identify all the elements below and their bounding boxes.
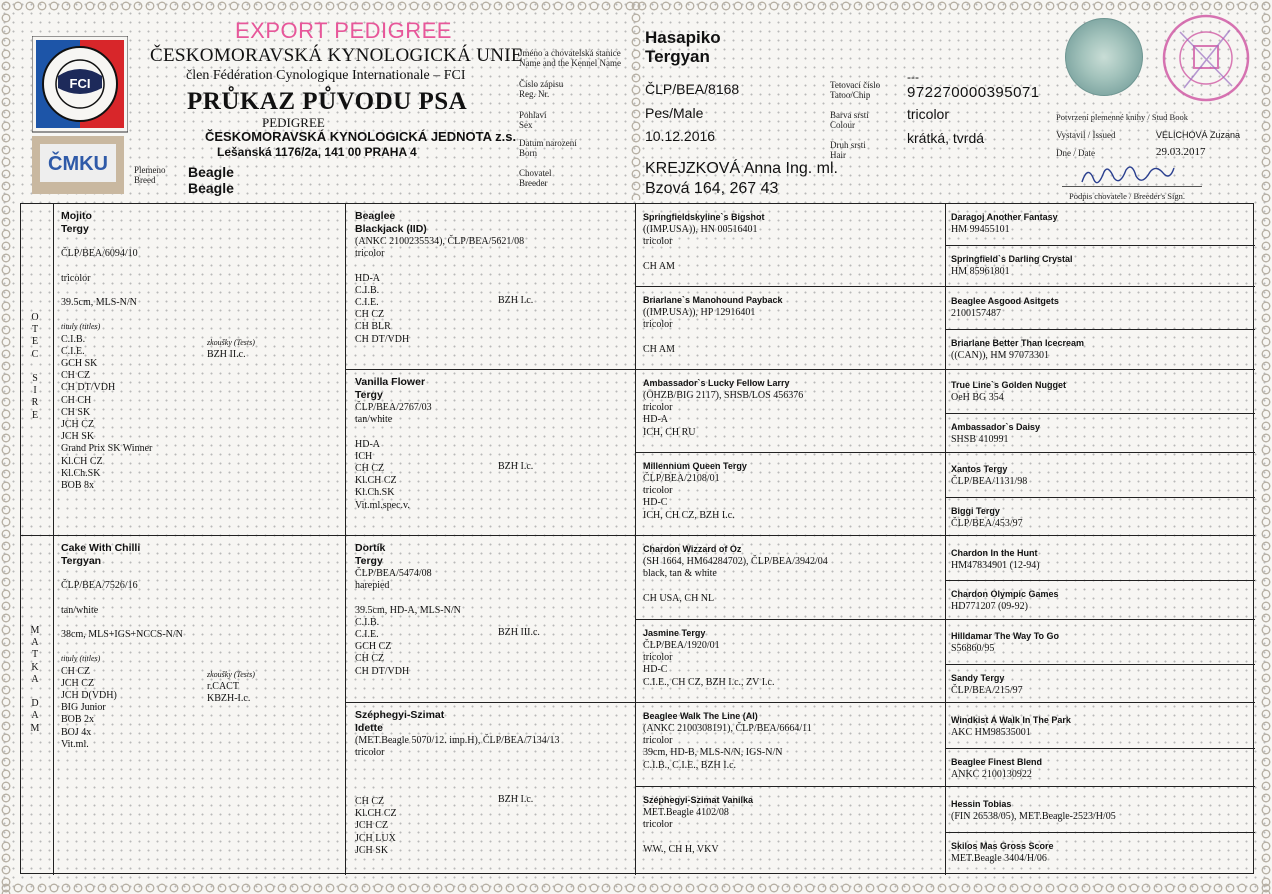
gggp-name: Springfield`s Darling Crystal (951, 253, 1073, 264)
great-grandparent-detail (643, 831, 941, 843)
side-letter: A (31, 710, 39, 722)
gggp-cell (951, 463, 1251, 488)
club-address: Lešanská 1176/2a, 141 00 PRAHA 4 (217, 145, 417, 159)
breeder-label: Chovatel Breeder (519, 168, 552, 188)
table-divider (945, 245, 1255, 246)
side-letter: M (30, 722, 40, 734)
gggp-name: Hilldamar The Way To Go (951, 631, 1060, 642)
grandparent-detail: CH CZ (355, 463, 385, 475)
great-grandparent-name: Beaglee Walk The Line (AI) (643, 711, 758, 721)
gggp-name: Briarlane Better Than Icecream (951, 337, 1085, 348)
hair-label: Druh srsti Hair (830, 140, 866, 160)
parent-detail: tan/white (61, 604, 99, 616)
grandparent-test: BZH I.c. (498, 295, 534, 306)
sire-tests (207, 337, 337, 361)
side-letter: M (30, 625, 40, 636)
great-grandparent-detail: MET.Beagle 4102/08 (643, 807, 729, 818)
colour-value: tricolor (907, 106, 950, 122)
great-grandparent-detail: ICH, CH RU (643, 426, 696, 438)
grandparent-detail: CH BLR (355, 321, 391, 333)
grandparent-test: BZH III.c. (498, 627, 540, 638)
parent-detail: CH SK (61, 406, 91, 418)
grandparent-detail: tan/white (355, 414, 393, 426)
great-grandparent-cell (643, 460, 941, 536)
parent-detail (61, 260, 341, 272)
great-grandparent-detail (643, 248, 941, 260)
parent-detail: CH DT/VDH (61, 382, 116, 394)
great-grandparent-detail: HD-C (643, 664, 668, 676)
great-grandparent-detail: tricolor (643, 652, 673, 664)
grandparent-detail: 39.5cm, HD-A, MLS-N/N (355, 604, 461, 616)
grandparent-detail (355, 426, 631, 438)
ornament-border-left (0, 0, 12, 894)
gggp-cell (951, 798, 1251, 823)
gggp-name: Chardon In the Hunt (951, 547, 1038, 558)
parent-detail (61, 285, 341, 297)
tests-label: zkoušky (Tests) (207, 670, 255, 679)
great-grandparent-detail: ((IMP.USA)), HP 12916401 (643, 307, 756, 318)
table-divider (53, 203, 54, 875)
gggp-name: Skilos Mas Gross Score (951, 841, 1054, 852)
export-pedigree-title: EXPORT PEDIGREE (235, 18, 452, 43)
gggp-cell (951, 295, 1251, 320)
gggp-cell (951, 253, 1251, 278)
tattoo-label: Tetovací číslo Tatoo/Chip (830, 80, 881, 100)
stamp-icon (1160, 12, 1252, 104)
gggp-cell (951, 672, 1251, 697)
parent-detail: CH CZ (61, 665, 91, 677)
great-grandparent-detail: ČLP/BEA/1920/01 (643, 640, 720, 651)
parent-name: Tergyan (61, 555, 102, 567)
sire-side-label (28, 312, 42, 422)
gggp-reg: HM 85961801 (951, 265, 1010, 277)
gggp-name: Daragoj Another Fantasy (951, 212, 1058, 222)
grandparent-cell (355, 709, 631, 867)
gggp-name: True Line`s Golden Nugget (951, 379, 1067, 390)
great-grandparent-detail: ICH, CH CZ, BZH I.c. (643, 509, 735, 521)
grandparent-detail: HD-A (355, 438, 380, 450)
great-grandparent-name: Millennium Queen Tergy (643, 461, 747, 471)
grandparent-cell (355, 210, 631, 368)
grandparent-test: BZH I.c. (498, 461, 534, 472)
side-letter: E (31, 409, 39, 421)
table-divider (945, 580, 1255, 581)
great-grandparent-cell (643, 294, 941, 370)
side-letter: R (31, 397, 39, 409)
parent-detail: CH CH (61, 394, 92, 406)
table-divider (945, 203, 946, 875)
gggp-reg: AKC HM98535001 (951, 727, 1031, 739)
grandparent-cell (355, 376, 631, 534)
gggp-name: Beaglee Asgood Asitgets (951, 295, 1059, 306)
grandparent-detail: CH CZ (355, 796, 385, 808)
dam-cell (61, 542, 341, 872)
gggp-reg: 2100157487 (951, 307, 1001, 319)
parent-detail: BOB 8x (61, 480, 95, 492)
table-divider (945, 832, 1255, 833)
great-grandparent-detail: CH AM (643, 260, 675, 272)
parent-detail: ČLP/BEA/6094/10 (61, 248, 138, 260)
gggp-reg: ČLP/BEA/1131/98 (951, 475, 1028, 487)
gggp-reg: ((CAN)), HM 97073301 (951, 349, 1050, 361)
parent-detail (61, 592, 341, 604)
great-grandparent-detail: (SH 1664, HM64284702), ČLP/BEA/3942/04 (643, 556, 828, 567)
parent-detail (61, 568, 341, 580)
grandparent-detail: C.I.B. (355, 284, 380, 296)
gggp-cell (951, 505, 1251, 530)
grandparent-detail: JCH SK (355, 844, 389, 856)
table-divider (20, 535, 1255, 536)
gggp-reg: S56860/95 (951, 643, 995, 655)
grandparent-detail: CH DT/VDH (355, 333, 410, 345)
grandparent-test: BZH I.c. (498, 794, 534, 805)
parent-detail (61, 309, 341, 321)
gggp-name: Windkist A Walk In The Park (951, 715, 1071, 726)
grandparent-name: Vanilla Flower (355, 376, 426, 388)
parent-detail: JCH D(VDH) (61, 690, 117, 702)
parent-detail (61, 617, 341, 629)
ornament-border-bottom (0, 882, 1272, 894)
great-grandparent-detail: WW., CH H, VKV (643, 843, 719, 855)
side-letter: T (31, 649, 39, 661)
grandparent-cell (355, 542, 631, 700)
gggp-reg: OeH BG 354 (951, 391, 1004, 403)
breeder-address: Bzová 164, 267 43 (645, 180, 779, 197)
grandparent-detail: CH DT/VDH (355, 665, 410, 677)
grandparent-detail (355, 784, 631, 796)
dog-kennel: Tergyan (645, 47, 710, 66)
great-grandparent-detail: tricolor (643, 735, 673, 747)
grandparent-detail: (ANKC 2100235534), ČLP/BEA/5621/08 (355, 236, 525, 247)
great-grandparent-detail: tricolor (643, 402, 673, 414)
gggp-cell (951, 630, 1251, 655)
document-title: PRŮKAZ PŮVODU PSA (187, 88, 468, 115)
great-grandparent-detail (643, 580, 941, 592)
side-letter: K (31, 661, 39, 673)
grandparent-detail: Vit.ml.spec.v. (355, 499, 410, 511)
great-grandparent-detail: tricolor (643, 485, 673, 497)
gggp-name: Biggi Tergy (951, 505, 1000, 516)
date-label: Dne / Date (1056, 148, 1095, 158)
grandparent-detail: ČLP/BEA/5474/08 (355, 568, 432, 579)
issued-label: Vystavil / Issued (1056, 130, 1116, 140)
gggp-cell (951, 211, 1251, 236)
grandparent-detail: HD-A (355, 272, 380, 284)
hologram-seal (1065, 18, 1143, 96)
great-grandparent-detail: ((IMP.USA)), HN 00516401 (643, 224, 758, 235)
grandparent-name: Dortík (355, 542, 386, 554)
gggp-reg: ANKC 2100130922 (951, 769, 1032, 781)
grandparent-detail: harepied (355, 580, 390, 592)
table-divider (945, 497, 1255, 498)
gggp-reg: ČLP/BEA/453/97 (951, 517, 1023, 529)
grandparent-name: Széphegyi-Szimat (355, 709, 445, 721)
grandparent-detail: C.I.E. (355, 629, 379, 641)
sign-label: Podpis chovatele / Breeder's Sign. (1069, 191, 1186, 201)
side-letter: D (31, 698, 39, 710)
gggp-reg: HM 99455101 (951, 224, 1010, 235)
gggp-name: Hessin Tobias (951, 799, 1012, 810)
gggp-reg: ČLP/BEA/215/97 (951, 685, 1023, 697)
colour-label: Barva srsti Colour (830, 110, 869, 130)
great-grandparent-detail: CH USA, CH NL (643, 592, 715, 604)
sex-label: Pohlaví Sex (519, 110, 547, 130)
gggp-name: Xantos Tergy (951, 463, 1008, 474)
great-grandparent-detail: HD-A (643, 414, 668, 426)
grandparent-detail: tricolor (355, 747, 385, 759)
signature-line (1062, 186, 1202, 187)
stud-book-label: Potvrzení plemenné knihy / Stud Book (1056, 112, 1188, 122)
parent-detail: C.I.B. (61, 333, 86, 345)
side-letter (28, 686, 42, 698)
grandparent-detail: Kl.Ch.SK (355, 487, 395, 499)
grandparent-kennel: Tergy (355, 389, 383, 401)
grandparent-detail: Kl.CH CZ (355, 475, 397, 487)
gggp-cell (951, 421, 1251, 446)
grandparent-detail (355, 260, 631, 272)
great-grandparent-detail: HD-C (643, 497, 668, 509)
great-grandparent-name: Jasmine Tergy (643, 628, 706, 638)
gggp-cell (951, 714, 1251, 739)
parent-detail (61, 236, 341, 248)
great-grandparent-detail: (ÖHZB/BIG 2117), SHSB/LOS 456376 (643, 390, 804, 401)
grandparent-detail: Kl.CH CZ (355, 808, 397, 820)
breed-label: Plemeno Breed (134, 165, 166, 185)
grandparent-detail: CH CZ (355, 309, 385, 321)
dam-tests (207, 669, 337, 706)
parent-detail: GCH SK (61, 358, 98, 370)
parent-detail: 38cm, MLS+IGS+NCCS-N/N (61, 629, 183, 641)
side-letter: C (31, 348, 39, 360)
parent-name: Cake With Chilli (61, 542, 141, 554)
great-grandparent-cell (643, 543, 941, 619)
table-divider (345, 203, 346, 875)
gggp-cell (951, 756, 1251, 781)
parent-detail: Grand Prix SK Winner (61, 443, 153, 455)
svg-text:FCI: FCI (69, 76, 91, 91)
gggp-reg: HD771207 (09-92) (951, 601, 1028, 613)
sex-value: Pes/Male (645, 105, 704, 121)
grandparent-detail: GCH CZ (355, 641, 392, 653)
parent-name: Tergy (61, 223, 89, 235)
side-letter: S (32, 373, 38, 385)
parent-detail: Kl.CH CZ (61, 455, 103, 467)
table-divider (945, 748, 1255, 749)
great-grandparent-detail (643, 331, 941, 343)
great-grandparent-detail: 39cm, HD-B, MLS-N/N, IGS-N/N (643, 747, 783, 759)
svg-text:ČMKU: ČMKU (48, 153, 108, 175)
dog-name: Hasapiko (645, 28, 721, 47)
gggp-cell (951, 379, 1251, 404)
great-grandparent-cell (643, 211, 941, 287)
test-result: r.CACT (207, 681, 239, 693)
gggp-cell (951, 840, 1251, 865)
reg-number: ČLP/BEA/8168 (645, 81, 740, 97)
club-name: ČESKOMORAVSKÁ KYNOLOGICKÁ JEDNOTA z.s. (205, 129, 517, 144)
grandparent-detail: ICH (355, 450, 373, 462)
ornament-border-right (1260, 0, 1272, 894)
side-letter: I (33, 385, 37, 397)
great-grandparent-cell (643, 710, 941, 786)
great-grandparent-name: Chardon Wizzard of Oz (643, 544, 742, 554)
table-divider (635, 786, 1255, 787)
tattoo-value: --- (907, 70, 919, 84)
born-label: Datum narození Born (519, 138, 577, 158)
union-name: ČESKOMORAVSKÁ KYNOLOGICKÁ UNIE (150, 45, 523, 66)
great-grandparent-detail: tricolor (643, 819, 673, 831)
grandparent-name: Beaglee (355, 210, 396, 222)
grandparent-detail: JCH LUX (355, 832, 396, 844)
parent-detail: ČLP/BEA/7526/16 (61, 580, 138, 592)
parent-detail: C.I.E. (61, 345, 85, 357)
table-divider (635, 203, 636, 875)
grandparent-detail (355, 759, 631, 771)
side-letter: E (31, 336, 39, 348)
grandparent-detail: CH CZ (355, 653, 385, 665)
great-grandparent-cell (643, 627, 941, 703)
gggp-name: Sandy Tergy (951, 673, 1005, 684)
parent-detail: tituly (titles) (61, 654, 101, 664)
table-divider (945, 329, 1255, 330)
great-grandparent-detail: CH AM (643, 343, 675, 355)
great-grandparent-detail: C.I.B., C.I.E., BZH I.c. (643, 759, 737, 771)
test-result: KBZH-I.c. (207, 693, 251, 705)
great-grandparent-detail: ČLP/BEA/2108/01 (643, 473, 720, 484)
stud-book-stamp (1160, 12, 1252, 104)
great-grandparent-name: Springfieldskyline`s Bigshot (643, 212, 765, 222)
table-divider (635, 619, 1255, 620)
grandparent-detail: tricolor (355, 248, 385, 260)
great-grandparent-cell (643, 794, 941, 870)
great-grandparent-detail: tricolor (643, 236, 673, 248)
fci-cmku-logo (32, 36, 128, 194)
parent-detail: JCH CZ (61, 677, 95, 689)
great-grandparent-cell (643, 377, 941, 453)
birth-date: 10.12.2016 (645, 128, 716, 144)
gggp-name: Ambassador`s Daisy (951, 421, 1041, 432)
grandparent-kennel: Tergy (355, 555, 383, 567)
great-grandparent-detail: black, tan & white (643, 568, 717, 580)
tests-label: zkoušky (Tests) (207, 338, 255, 347)
name-label: Jméno a chovatelská stanice Name and the Kennel Name (519, 48, 621, 68)
grandparent-detail: (MET.Beagle 5070/12. imp.H), ČLP/BEA/7134/13 (355, 735, 560, 746)
sire-cell (61, 210, 341, 534)
side-letter: T (31, 324, 39, 336)
ornament-border-fold (630, 0, 642, 200)
gggp-name: Beaglee Finest Blend (951, 757, 1043, 768)
great-grandparent-detail: C.I.E., CH CZ, BZH I.c., ZV I.c. (643, 676, 775, 688)
parent-detail: Vit.ml. (61, 738, 89, 750)
breeder-name: KREJZKOVÁ Anna Ing. ml. (645, 160, 838, 177)
gggp-reg: (FIN 26538/05), MET.Beagle-2523/H/05 (951, 811, 1116, 823)
great-grandparent-name: Briarlane`s Manohound Payback (643, 295, 783, 305)
grandparent-detail: C.I.B. (355, 616, 380, 628)
grandparent-detail (355, 592, 631, 604)
parent-name: Mojito (61, 210, 92, 222)
great-grandparent-name: Ambassador`s Lucky Fellow Larry (643, 378, 790, 388)
reg-label: Číslo zápisu Reg. Nr. (519, 79, 564, 99)
side-letter (28, 361, 42, 373)
parent-detail: 39.5cm, MLS-N/N (61, 297, 137, 309)
document-subtitle: PEDIGREE (262, 115, 325, 130)
parent-detail: BOB 2x (61, 714, 95, 726)
test-result: BZH II.c. (207, 349, 246, 361)
great-grandparent-detail: (ANKC 2100308191), ČLP/BEA/6664/11 (643, 723, 812, 734)
side-letter: A (31, 673, 39, 685)
gggp-cell (951, 337, 1251, 362)
parent-detail (61, 641, 341, 653)
gggp-reg: SHSB 410991 (951, 433, 1009, 445)
table-divider (945, 413, 1255, 414)
gggp-cell (951, 547, 1251, 572)
dam-side-label (28, 625, 42, 735)
gggp-name: Chardon Olympic Games (951, 589, 1059, 600)
parent-detail: CH CZ (61, 370, 91, 382)
parent-detail: Kl.Ch.SK (61, 467, 101, 479)
issued-by: VELICHOVÁ Zuzana (1156, 130, 1241, 140)
issue-date: 29.03.2017 (1156, 146, 1206, 158)
grandparent-detail: JCH CZ (355, 820, 389, 832)
gggp-cell (951, 588, 1251, 613)
parent-detail: JCH CZ (61, 419, 95, 431)
great-grandparent-name: Széphegyi-Szimat Vanilka (643, 795, 754, 805)
gggp-reg: HM47834901 (12-94) (951, 559, 1040, 571)
chip-number: 972270000395071 (907, 84, 1040, 101)
grandparent-kennel: Idette (355, 722, 384, 734)
parent-detail: BOJ 4x (61, 726, 92, 738)
grandparent-detail: ČLP/BEA/2767/03 (355, 402, 432, 413)
side-letter: A (31, 637, 39, 649)
side-letter: O (31, 312, 39, 323)
breed-value: Beagle (188, 164, 234, 180)
grandparent-detail (355, 772, 631, 784)
grandparent-kennel: Blackjack (IID) (355, 223, 427, 235)
hair-value: krátká, tvrdá (907, 130, 985, 146)
fci-logo-icon (32, 36, 128, 194)
parent-detail: tricolor (61, 272, 91, 284)
table-divider (945, 664, 1255, 665)
gggp-reg: MET.Beagle 3404/H/06 (951, 853, 1047, 865)
parent-detail: JCH SK (61, 431, 95, 443)
great-grandparent-detail: tricolor (643, 319, 673, 331)
fci-member-line: člen Fédération Cynologique Internationale – FCI (186, 68, 466, 83)
grandparent-detail: C.I.E. (355, 297, 379, 309)
parent-detail: BIG Junior (61, 702, 106, 714)
breed-value-en: Beagle (188, 180, 234, 196)
parent-detail: tituly (titles) (61, 322, 101, 332)
